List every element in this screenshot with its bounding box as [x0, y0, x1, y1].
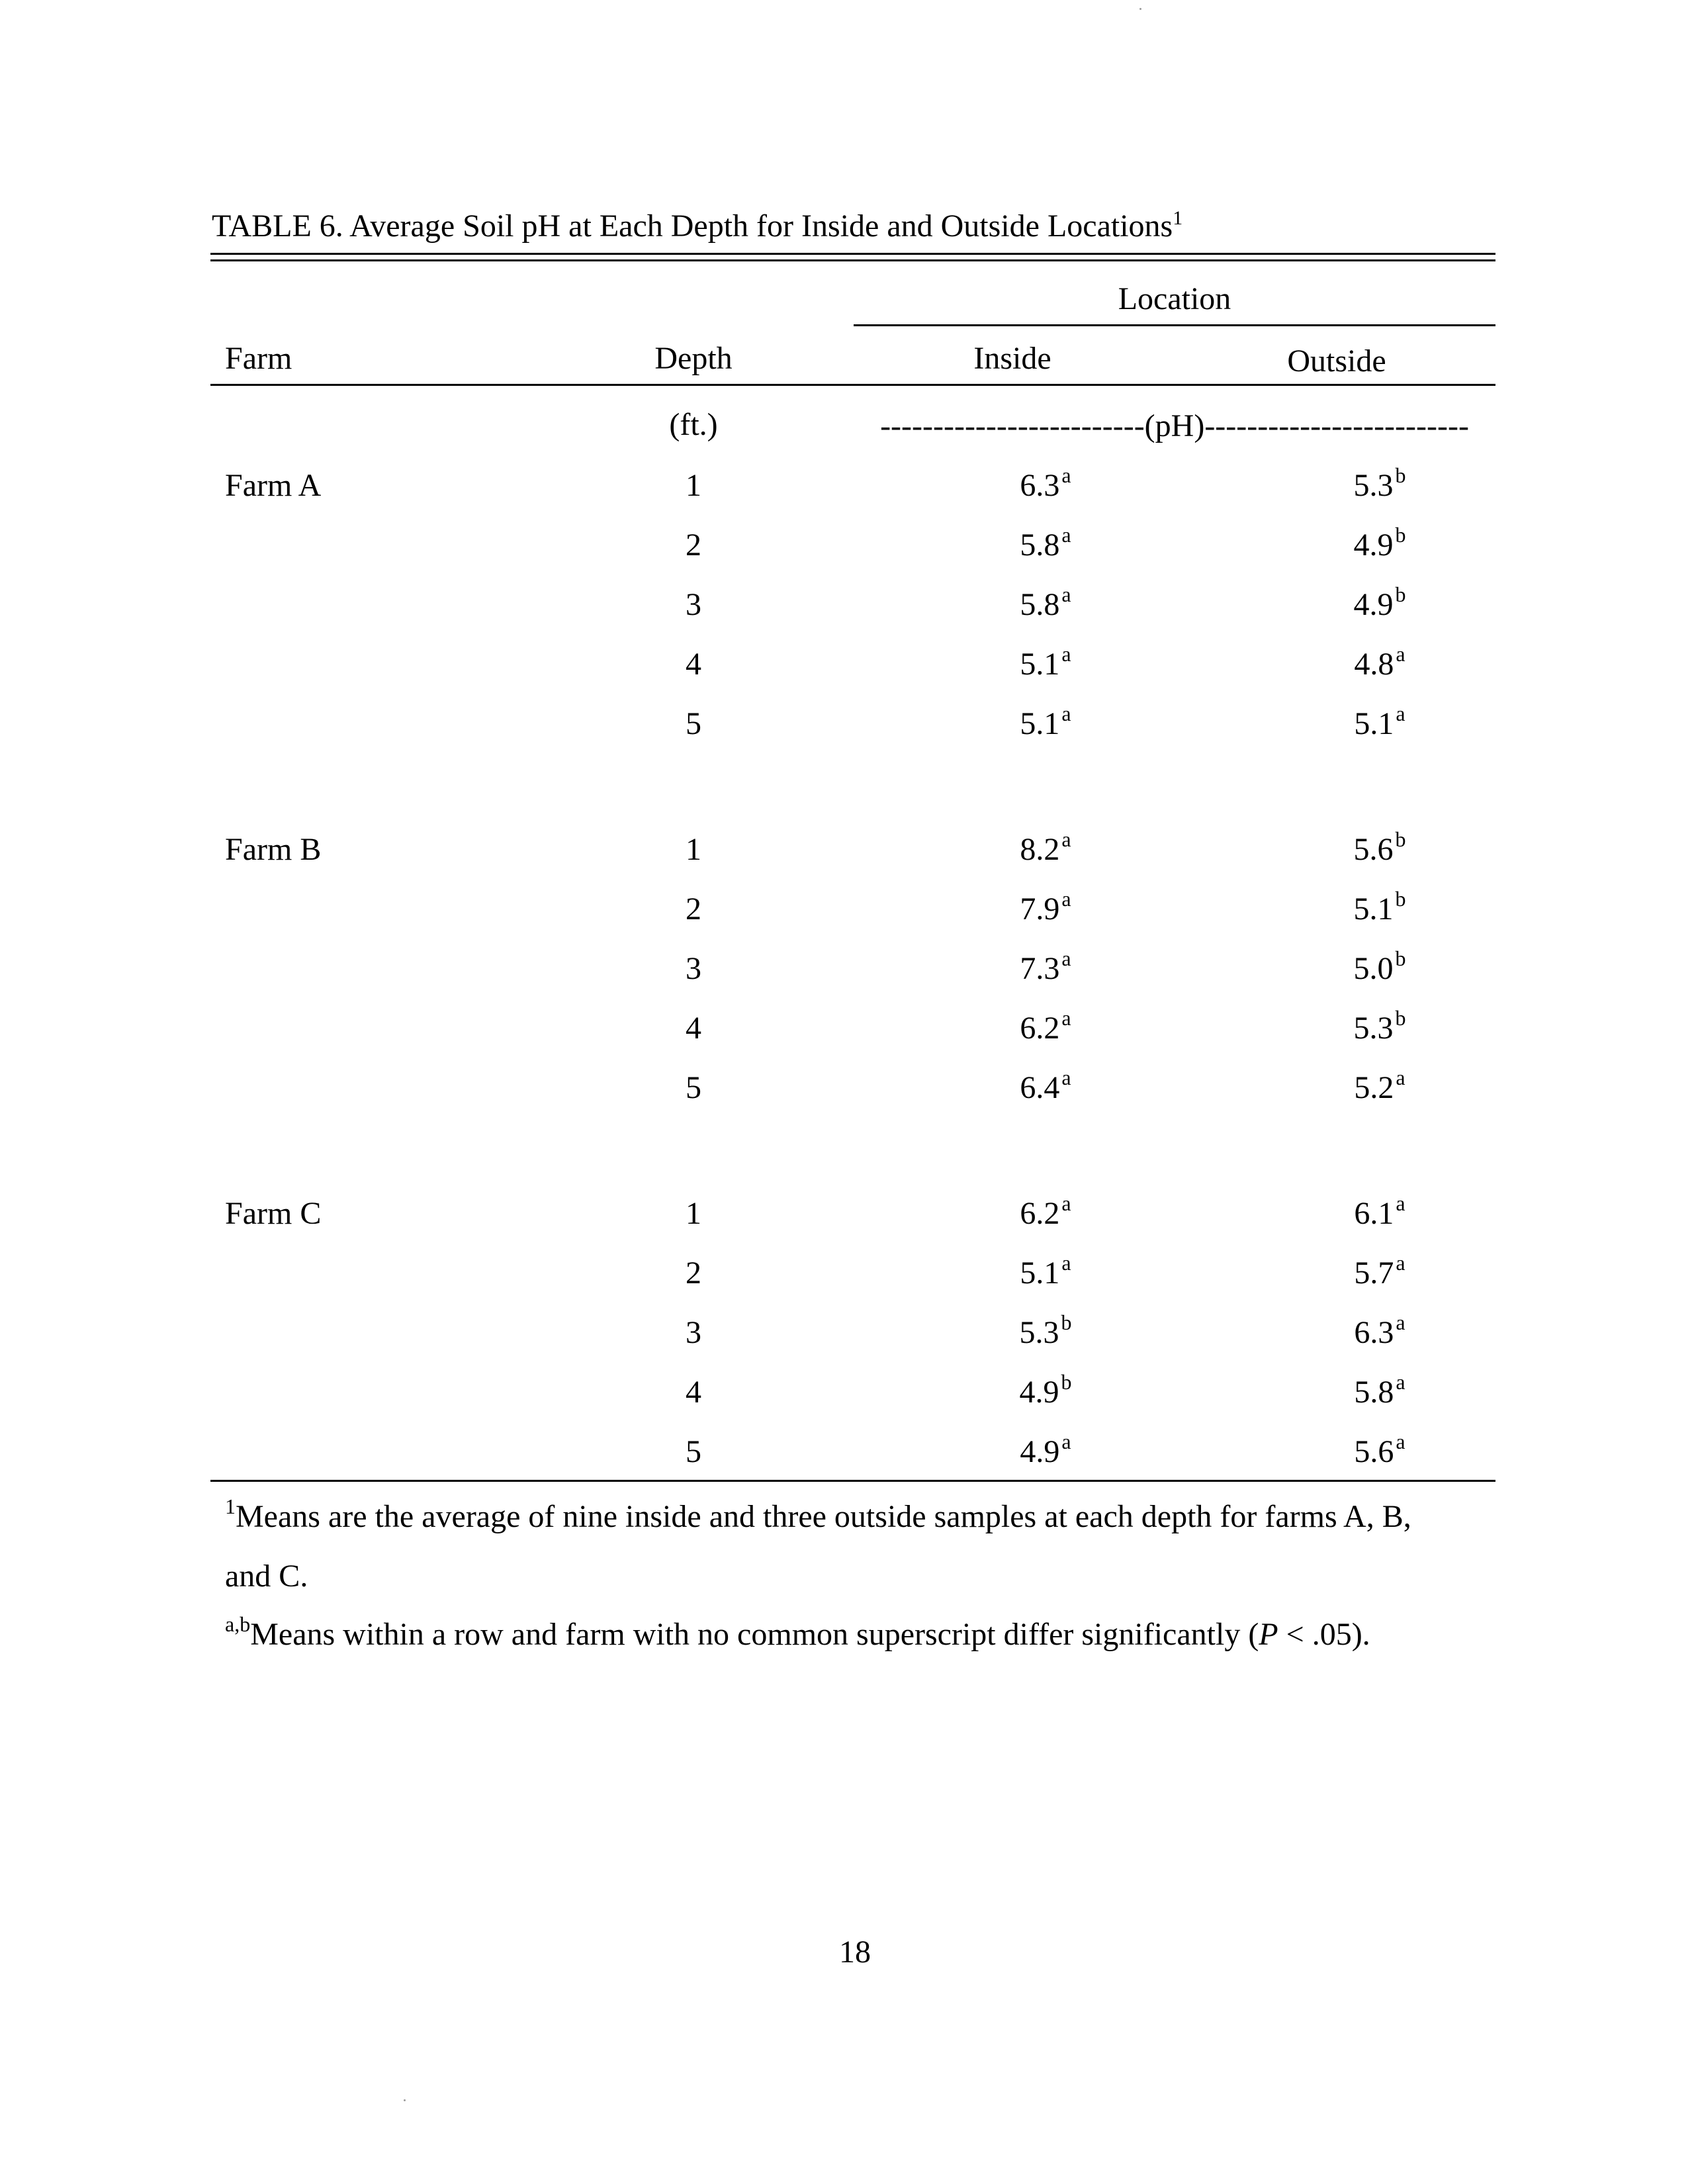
header-inside: Inside [973, 341, 1051, 376]
footnote-2-text-end: < .05). [1278, 1617, 1370, 1652]
inside-ph-value: 5.1 [1020, 1255, 1060, 1291]
header-rule [210, 384, 1495, 386]
outside-significance-letter: a [1396, 1370, 1405, 1394]
depth-cell: 3 [686, 587, 701, 622]
outside-ph-value: 5.8 [1354, 1375, 1394, 1410]
outside-ph-value: 5.6 [1354, 1434, 1394, 1469]
inside-ph-value: 6.4 [1020, 1070, 1060, 1105]
depth-cell: 2 [686, 527, 701, 563]
inside-ph-value: 5.1 [1020, 706, 1060, 741]
outside-ph-value: 5.1 [1354, 706, 1394, 741]
bottom-rule [210, 1480, 1495, 1482]
outside-significance-letter: b [1395, 827, 1406, 851]
caption-footnote-mark: 1 [1173, 207, 1183, 229]
inside-significance-letter: a [1061, 887, 1071, 911]
inside-significance-letter: a [1061, 1191, 1071, 1215]
depth-cell: 4 [686, 1011, 701, 1046]
inside-ph-cell [1020, 827, 1071, 867]
outside-significance-letter: b [1395, 946, 1406, 970]
inside-ph-value: 7.9 [1020, 891, 1060, 927]
depth-cell: 1 [686, 468, 701, 503]
inside-significance-letter: a [1061, 1430, 1071, 1453]
outside-ph-cell [1354, 1251, 1405, 1291]
outside-ph-cell [1354, 702, 1405, 741]
inside-significance-letter: a [1061, 1251, 1071, 1275]
inside-ph-cell [1020, 1251, 1071, 1291]
footnote-1-mark: 1 [225, 1494, 236, 1518]
outside-ph-cell [1354, 642, 1405, 682]
inside-ph-value: 6.3 [1020, 468, 1060, 503]
inside-ph-cell [1019, 1370, 1072, 1410]
header-depth: Depth [654, 341, 733, 376]
outside-ph-cell [1353, 582, 1406, 622]
inside-ph-cell [1020, 642, 1071, 682]
top-rule-1 [210, 253, 1495, 255]
inside-ph-value: 5.3 [1019, 1315, 1059, 1350]
inside-significance-letter: a [1061, 827, 1071, 851]
outside-ph-cell [1354, 1191, 1405, 1231]
footnote-2 [225, 1612, 1370, 1652]
inside-significance-letter: a [1061, 582, 1071, 606]
outside-ph-cell [1353, 887, 1406, 927]
outside-ph-value: 4.8 [1354, 647, 1394, 682]
outside-ph-cell [1354, 1310, 1405, 1350]
depth-cell: 1 [686, 832, 701, 867]
outside-significance-letter: a [1396, 1066, 1405, 1089]
inside-ph-cell [1020, 1430, 1071, 1469]
depth-cell: 4 [686, 647, 701, 682]
inside-ph-cell [1020, 702, 1071, 741]
outside-ph-cell [1353, 523, 1406, 563]
scan-speck [404, 2099, 406, 2101]
header-outside: Outside [1287, 343, 1386, 379]
outside-ph-cell [1354, 1430, 1405, 1469]
outside-ph-cell [1354, 1066, 1405, 1105]
footnote-2-p: P [1259, 1617, 1278, 1652]
inside-ph-value: 6.2 [1020, 1196, 1060, 1231]
inside-significance-letter: a [1061, 642, 1071, 666]
table-caption [212, 207, 1183, 244]
outside-significance-letter: b [1395, 887, 1406, 911]
inside-ph-value: 8.2 [1020, 832, 1060, 867]
depth-cell: 3 [686, 1315, 701, 1350]
inside-ph-value: 5.1 [1020, 647, 1060, 682]
inside-ph-value: 6.2 [1020, 1011, 1060, 1046]
outside-significance-letter: a [1396, 1310, 1405, 1334]
inside-significance-letter: a [1061, 946, 1071, 970]
depth-cell: 1 [686, 1196, 701, 1231]
outside-ph-value: 5.3 [1353, 468, 1394, 503]
footnote-1-continuation: and C. [225, 1559, 308, 1594]
outside-ph-value: 4.9 [1353, 527, 1394, 563]
outside-ph-cell [1353, 827, 1406, 867]
outside-ph-value: 5.2 [1354, 1070, 1394, 1105]
depth-cell: 2 [686, 1255, 701, 1291]
inside-significance-letter: a [1061, 523, 1071, 547]
depth-cell: 4 [686, 1375, 701, 1410]
outside-ph-value: 5.3 [1353, 1011, 1394, 1046]
depth-cell: 5 [686, 1434, 701, 1469]
top-rule-2 [210, 259, 1495, 261]
inside-significance-letter: a [1061, 1006, 1071, 1030]
inside-ph-cell [1020, 946, 1071, 986]
outside-ph-value: 4.9 [1353, 587, 1394, 622]
outside-ph-value: 6.1 [1354, 1196, 1394, 1231]
outside-significance-letter: b [1395, 523, 1406, 547]
inside-ph-value: 5.8 [1020, 587, 1060, 622]
inside-ph-cell [1019, 1310, 1072, 1350]
outside-significance-letter: a [1396, 1430, 1405, 1453]
footnote-1-line1: Means are the average of nine inside and three outside samples at each depth for farms A, B, [236, 1499, 1411, 1534]
footnote-2-text: Means within a row and farm with no common superscript differ significantly ( [250, 1617, 1259, 1652]
footnote-2-mark: a,b [225, 1612, 251, 1636]
outside-ph-value: 5.7 [1354, 1255, 1394, 1291]
outside-ph-cell [1353, 946, 1406, 986]
outside-ph-cell [1354, 1370, 1405, 1410]
farm-label: Farm C [225, 1196, 322, 1231]
farm-label: Farm A [225, 468, 322, 503]
scan-speck [1139, 8, 1141, 10]
outside-significance-letter: b [1395, 582, 1406, 606]
page-number: 18 [839, 1934, 871, 1970]
outside-significance-letter: a [1396, 1191, 1405, 1215]
depth-cell: 2 [686, 891, 701, 927]
caption-text: TABLE 6. Average Soil pH at Each Depth for Inside and Outside Locations [212, 208, 1173, 244]
outside-ph-value: 6.3 [1354, 1315, 1394, 1350]
outside-ph-value: 5.1 [1353, 891, 1394, 927]
location-spanner: Location [1118, 281, 1231, 316]
inside-significance-letter: a [1061, 702, 1071, 725]
inside-significance-letter: a [1061, 1066, 1071, 1089]
depth-cell: 5 [686, 706, 701, 741]
outside-significance-letter: a [1396, 702, 1405, 725]
outside-significance-letter: a [1396, 642, 1405, 666]
outside-ph-value: 5.0 [1353, 951, 1394, 986]
header-farm: Farm [225, 341, 292, 376]
outside-significance-letter: b [1395, 1006, 1406, 1030]
inside-ph-value: 5.8 [1020, 527, 1060, 563]
inside-ph-value: 7.3 [1020, 951, 1060, 986]
inside-ph-value: 4.9 [1019, 1375, 1059, 1410]
inside-ph-cell [1020, 1066, 1071, 1105]
outside-ph-cell [1353, 1006, 1406, 1046]
inside-ph-cell [1020, 463, 1071, 503]
inside-ph-cell [1020, 523, 1071, 563]
inside-ph-cell [1020, 582, 1071, 622]
inside-ph-cell [1020, 887, 1071, 927]
inside-ph-cell [1020, 1006, 1071, 1046]
outside-significance-letter: b [1395, 463, 1406, 487]
depth-cell: 5 [686, 1070, 701, 1105]
inside-ph-cell [1020, 1191, 1071, 1231]
units-depth: (ft.) [669, 407, 718, 442]
spanner-rule [854, 324, 1495, 326]
inside-ph-value: 4.9 [1020, 1434, 1060, 1469]
farm-label: Farm B [225, 832, 322, 867]
depth-cell: 3 [686, 951, 701, 986]
outside-ph-value: 5.6 [1353, 832, 1394, 867]
inside-significance-letter: a [1061, 463, 1071, 487]
outside-ph-cell [1353, 463, 1406, 503]
units-ph: -------------------------(pH)------------------------- [880, 408, 1469, 443]
outside-significance-letter: a [1396, 1251, 1405, 1275]
inside-significance-letter: b [1061, 1370, 1072, 1394]
inside-significance-letter: b [1061, 1310, 1072, 1334]
footnote-1 [225, 1494, 1411, 1534]
